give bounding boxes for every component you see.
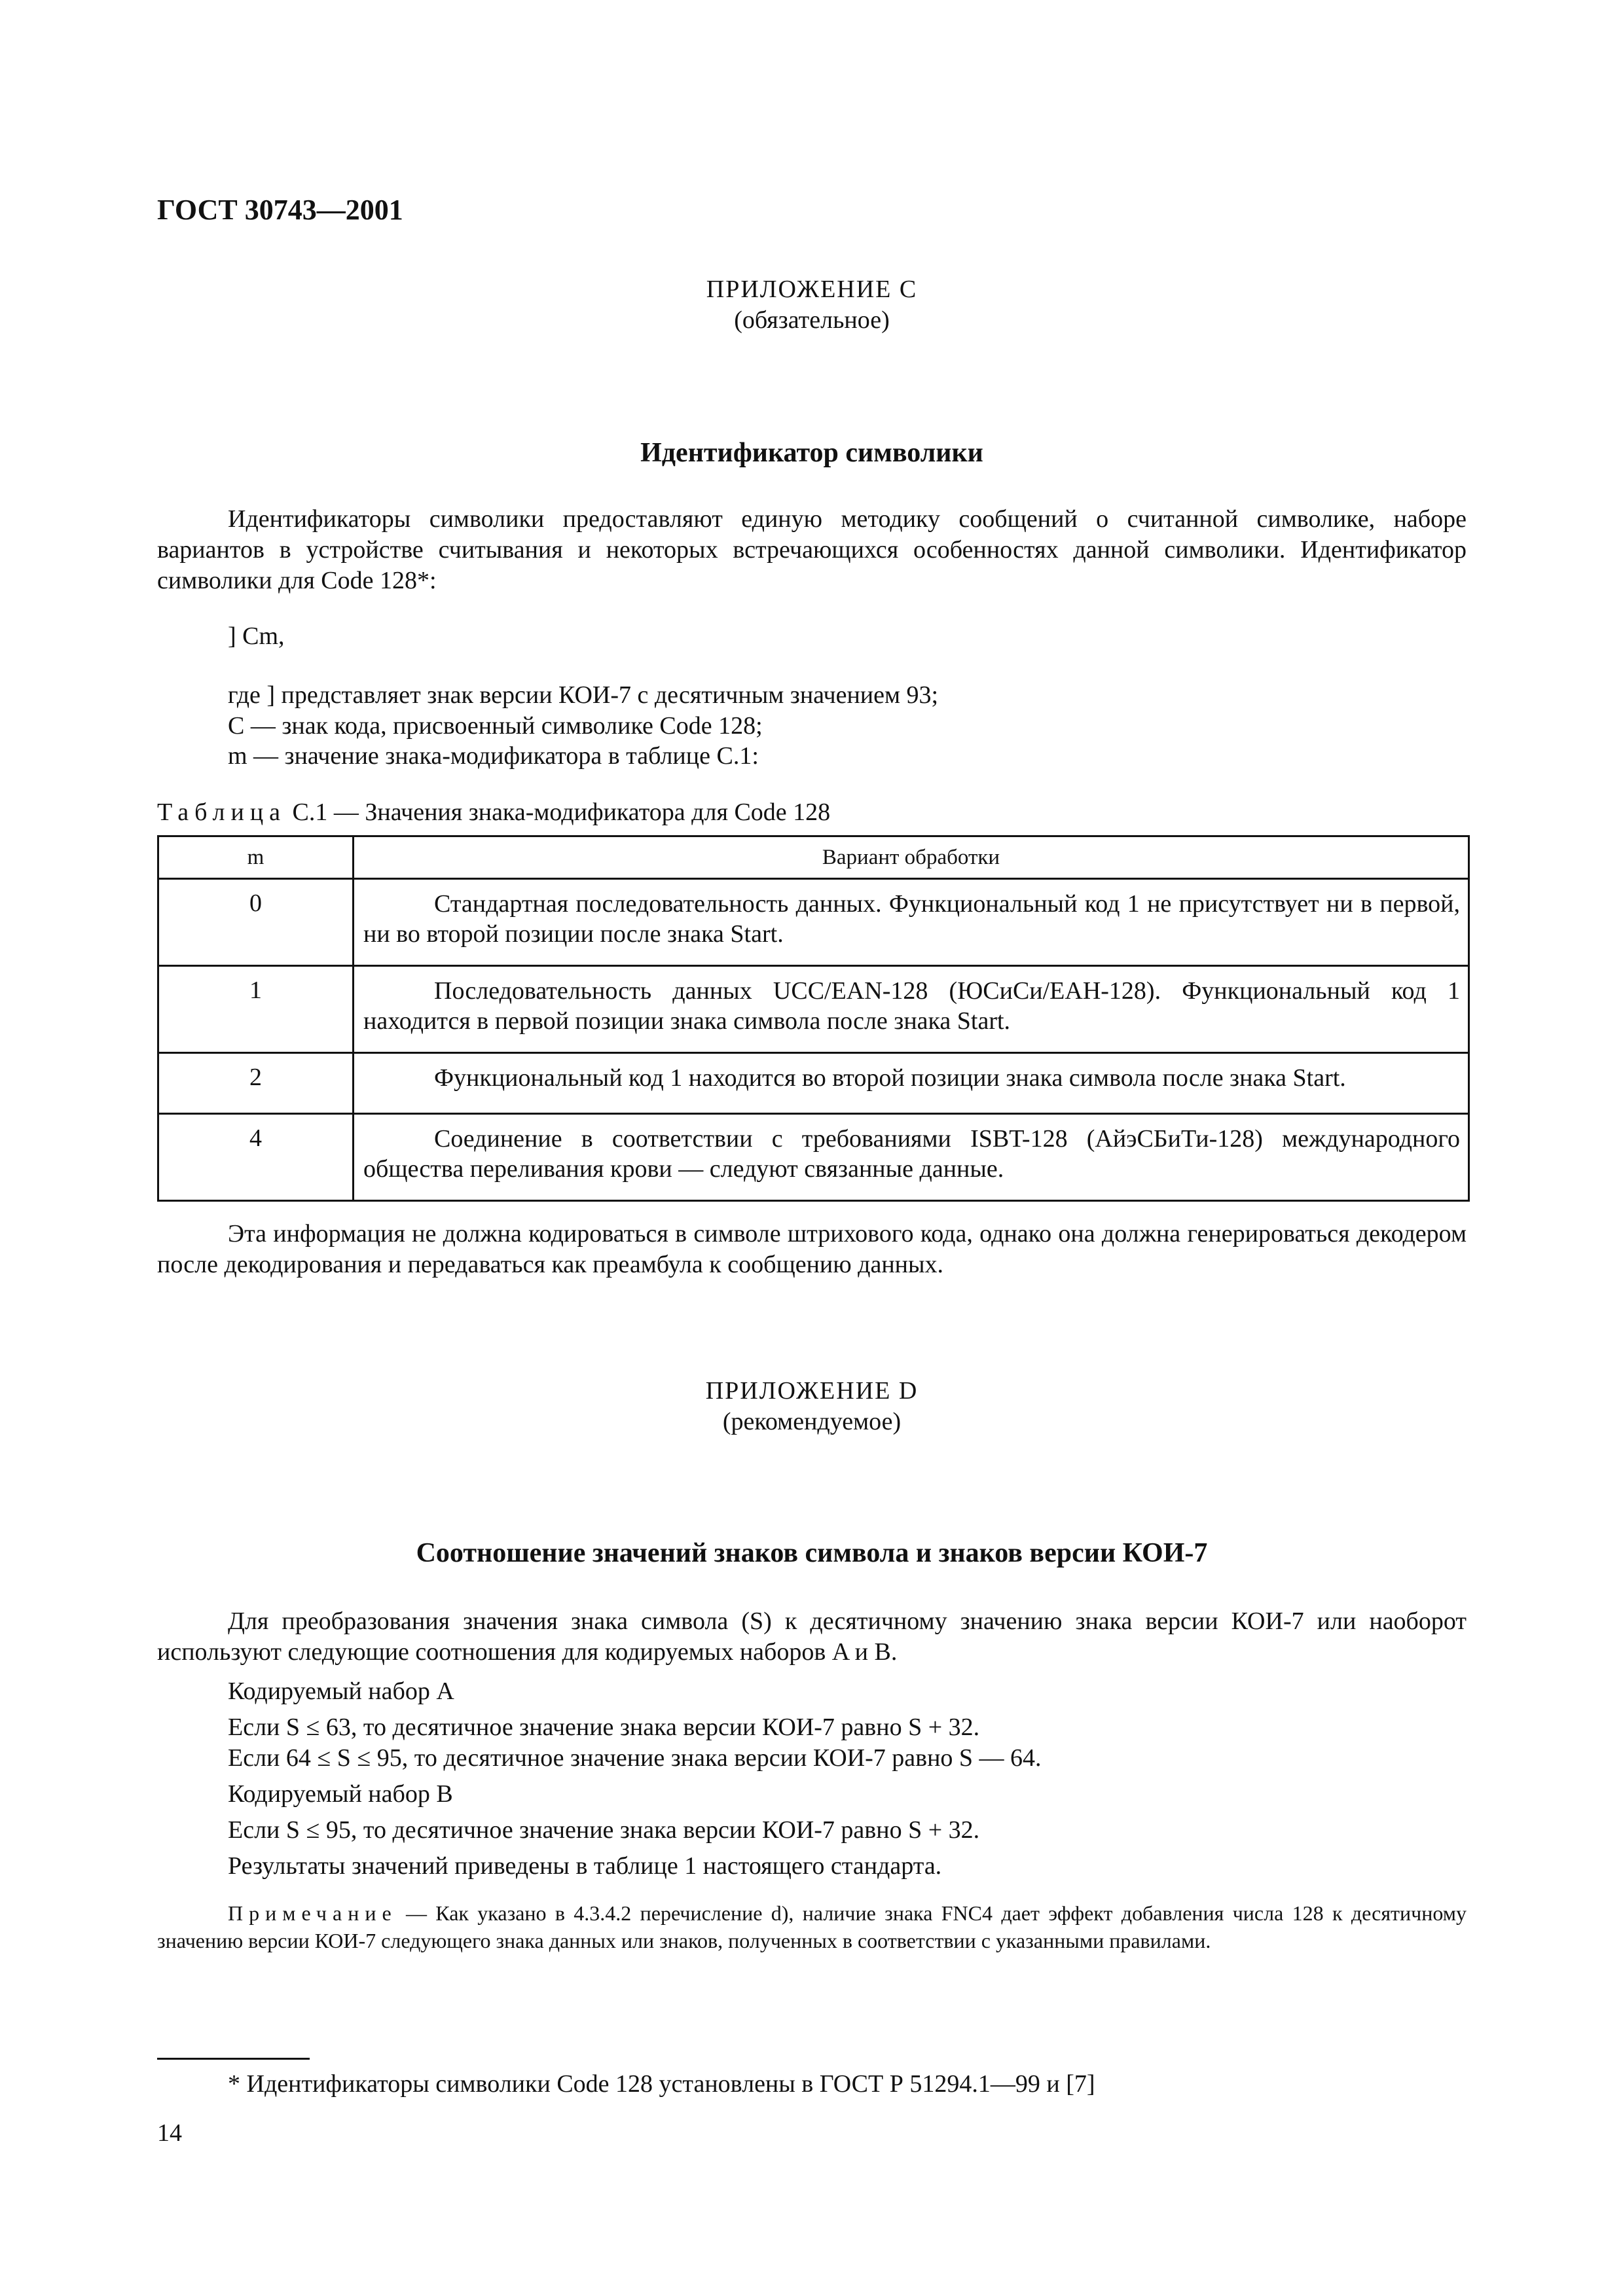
annex-d-intro: Для преобразования значения знака символа (S) к десятичному значению знака версии КОИ-7 или наоборот используют следующие соотношения для кодируемых наборов A и B. bbox=[157, 1607, 1467, 1666]
annex-d-title: ПРИЛОЖЕНИЕ D bbox=[705, 1377, 919, 1405]
note bbox=[157, 1899, 1467, 1954]
cell-m: 4 bbox=[158, 1114, 354, 1201]
cell-m: 1 bbox=[158, 966, 354, 1053]
note-label: Примечание bbox=[228, 1901, 397, 1925]
table-row bbox=[158, 966, 1469, 1053]
table-row bbox=[158, 1114, 1469, 1201]
table-row bbox=[158, 879, 1469, 966]
annex-c-heading: Идентификатор символики bbox=[640, 438, 983, 468]
rule-a2: Если 64 ≤ S ≤ 95, то десятичное значение знака версии КОИ-7 равно S — 64. bbox=[228, 1744, 1042, 1772]
coded-set-b: Кодируемый набор B bbox=[228, 1780, 453, 1808]
where-line-2: C — знак кода, присвоенный символике Code 128; bbox=[228, 712, 763, 740]
table-row bbox=[158, 1053, 1469, 1114]
cell-variant: Стандартная последовательность данных. Функциональный код 1 не присутствует ни в первой, ни во второй позиции после знака Start. bbox=[354, 879, 1469, 966]
symbology-formula: ] Cm, bbox=[228, 622, 285, 650]
cell-variant: Соединение в соответствии с требованиями ISBT-128 (АйэСБиТи-128) международного общества переливания крови — следуют связанные данные. bbox=[354, 1114, 1469, 1201]
table-caption-text: C.1 — Значения знака-модификатора для Code 128 bbox=[292, 798, 831, 826]
modifier-table bbox=[157, 835, 1470, 1202]
results-text: Результаты значений приведены в таблице 1 настоящего стандарта. bbox=[228, 1852, 942, 1880]
document-id: ГОСТ 30743—2001 bbox=[157, 194, 403, 226]
cell-m: 2 bbox=[158, 1053, 354, 1114]
note-text: — Как указано в 4.3.4.2 перечисление d), наличие знака FNC4 дает эффект добавления числа 128 к десятичному значению версии КОИ-7 следующего знака данных или знаков, полученных в соответствии с указанными правилами. bbox=[157, 1901, 1467, 1952]
where-line-3: m — значение знака-модификатора в таблице C.1: bbox=[228, 742, 759, 770]
annex-c-intro: Идентификаторы символики предоставляют единую методику сообщений о считанной символике, наборе вариантов в устройстве считывания и некоторых встречающихся особенностях данной символики. Идентификатор символики для Code 128*: bbox=[157, 505, 1467, 594]
cell-variant: Функциональный код 1 находится во второй позиции знака символа после знака Start. bbox=[354, 1053, 1469, 1114]
table-header-row bbox=[158, 836, 1469, 879]
column-header-m: m bbox=[158, 836, 354, 879]
rule-b1: Если S ≤ 95, то десятичное значение знака версии КОИ-7 равно S + 32. bbox=[228, 1816, 980, 1844]
table-caption bbox=[157, 798, 830, 827]
coded-set-a: Кодируемый набор A bbox=[228, 1677, 454, 1705]
annex-c-title: ПРИЛОЖЕНИЕ C bbox=[706, 276, 918, 303]
column-header-variant: Вариант обработки bbox=[354, 836, 1469, 879]
annex-c-status: (обязательное) bbox=[734, 306, 890, 334]
where-line-1: где ] представляет знак версии КОИ-7 с десятичным значением 93; bbox=[228, 681, 939, 709]
table-caption-label: Таблица bbox=[157, 798, 287, 826]
rule-a1: Если S ≤ 63, то десятичное значение знака версии КОИ-7 равно S + 32. bbox=[228, 1713, 980, 1741]
cell-variant: Последовательность данных UCC/EAN-128 (ЮСиСи/ЕАН-128). Функциональный код 1 находится в первой позиции знака символа после знака Start. bbox=[354, 966, 1469, 1053]
annex-d-heading: Соотношение значений знаков символа и знаков версии КОИ-7 bbox=[416, 1538, 1208, 1568]
footnote-divider bbox=[157, 2058, 310, 2060]
cell-m: 0 bbox=[158, 879, 354, 966]
page-number: 14 bbox=[157, 2119, 182, 2147]
footnote: * Идентификаторы символики Code 128 установлены в ГОСТ Р 51294.1—99 и [7] bbox=[228, 2070, 1095, 2098]
after-table-text: Эта информация не должна кодироваться в символе штрихового кода, однако она должна генерироваться декодером после декодирования и передаваться как преамбула к сообщению данных. bbox=[157, 1220, 1467, 1278]
annex-d-status: (рекомендуемое) bbox=[722, 1408, 902, 1435]
